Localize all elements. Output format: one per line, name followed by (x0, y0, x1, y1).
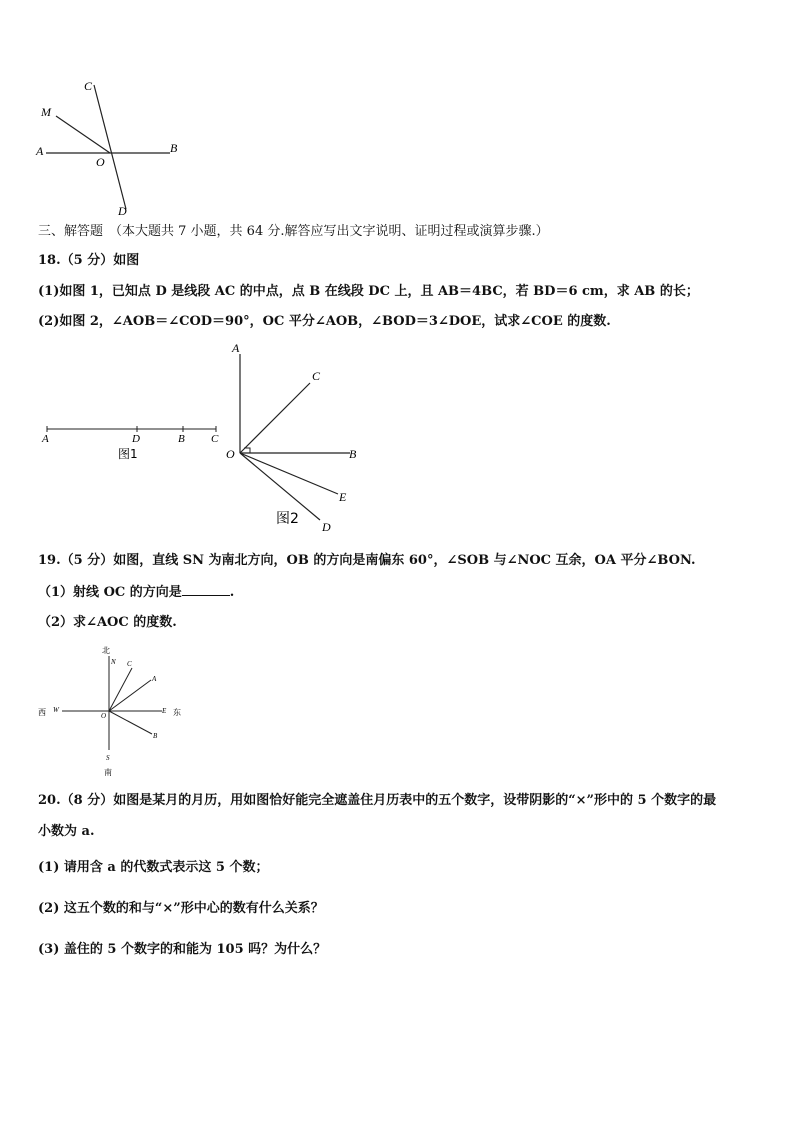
figure-intersecting-lines (30, 76, 200, 221)
ray-om (56, 116, 110, 153)
q20-line2: 小数为 a. (38, 824, 95, 839)
label-c: C (211, 433, 219, 445)
figure-1-caption: 图1 (118, 447, 138, 461)
ray-oc (109, 668, 132, 711)
label-a: A (36, 144, 44, 158)
q20-part2: (2) 这五个数的和与“×”形中心的数有什么关系？ (38, 901, 324, 916)
figure-2-angles (222, 340, 372, 536)
label-b: B (170, 141, 178, 155)
q19-part1 (38, 583, 234, 602)
ray-oa (109, 680, 151, 711)
label-west: 西 (38, 708, 46, 717)
label-b: B (178, 433, 185, 445)
label-d: D (322, 520, 331, 534)
label-w: W (53, 706, 59, 714)
ray-oe (240, 453, 338, 494)
label-e: E (339, 490, 347, 504)
answer-blank[interactable] (182, 583, 230, 596)
label-b: B (349, 447, 357, 461)
label-e: E (162, 707, 167, 715)
label-d: D (118, 204, 127, 218)
ray-oc (240, 383, 310, 453)
q20-part1: (1) 请用含 a 的代数式表示这 5 个数； (38, 860, 269, 875)
q18-title: 18.（5 分）如图 (38, 253, 140, 268)
q19-title: 19.（5 分）如图，直线 SN 为南北方向，OB 的方向是南偏东 60°，∠SOB 与∠NOC 互余，OA 平分∠BON. (38, 553, 696, 568)
q19-part2: （2）求∠AOC 的度数. (38, 615, 177, 630)
label-o: O (96, 155, 105, 169)
label-north: 北 (102, 646, 110, 655)
section-title: 三、解答题 (38, 224, 104, 239)
q18-part1: (1)如图 1，已知点 D 是线段 AC 的中点，点 B 在线段 DC 上，且 AB＝4BC，若 BD＝6 cm，求 AB 的长； (38, 284, 699, 299)
section-heading (38, 223, 549, 241)
label-south: 南 (104, 768, 112, 777)
q19-part1-text: （1）射线 OC 的方向是 (38, 585, 182, 600)
label-c: C (312, 369, 321, 383)
figure-2-caption: 图2 (276, 511, 299, 527)
q20-line1: 20.（8 分）如图是某月的月历，用如图恰好能完全遮盖住月历表中的五个数字，设带阴影的“×”形中的 5 个数字的最 (38, 793, 717, 808)
line-cd (94, 85, 126, 209)
label-o: O (101, 712, 107, 720)
label-s: S (106, 754, 110, 762)
label-c: C (127, 660, 132, 668)
label-o: O (226, 447, 235, 461)
figure-1-segment (36, 420, 236, 465)
label-b: B (153, 732, 158, 740)
label-east: 东 (173, 708, 181, 717)
label-d: D (132, 433, 140, 445)
label-a: A (232, 341, 240, 355)
q19-part1-end: . (229, 585, 235, 600)
ray-ob (109, 711, 152, 734)
ray-od (240, 453, 320, 520)
label-m: M (41, 105, 51, 119)
label-c: C (84, 79, 93, 93)
label-a: A (42, 433, 49, 445)
figure-compass (34, 642, 194, 782)
section-note: （本大题共 7 小题，共 64 分.解答应写出文字说明、证明过程或演算步骤.） (109, 224, 549, 239)
q18-part2: (2)如图 2，∠AOB＝∠COD＝90°，OC 平分∠AOB，∠BOD＝3∠DOE，试求∠COE 的度数. (38, 314, 611, 329)
label-n: N (111, 658, 116, 666)
label-a: A (152, 675, 157, 683)
q20-part3: (3) 盖住的 5 个数字的和能为 105 吗？为什么？ (38, 942, 327, 957)
